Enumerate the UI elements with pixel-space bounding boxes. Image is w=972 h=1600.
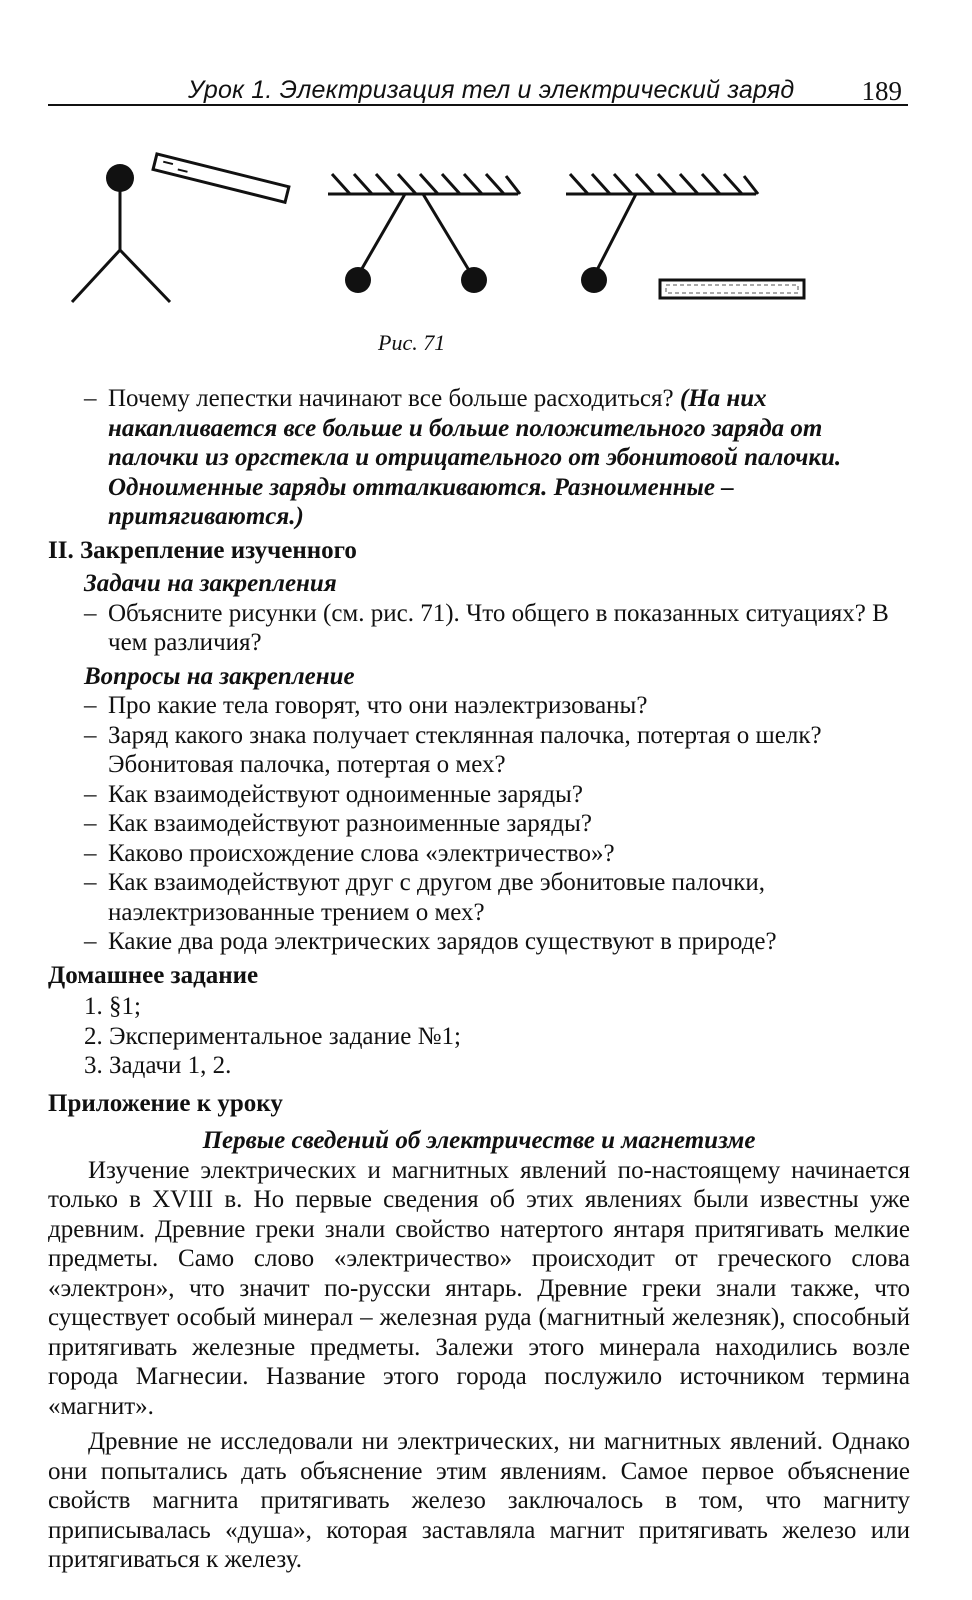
dash-bullet: –	[84, 928, 97, 955]
charged-rod-right	[660, 280, 804, 298]
charged-rod-left	[153, 154, 289, 202]
running-header	[48, 68, 908, 106]
figure-71	[48, 130, 908, 370]
question-item-text: Как взаимодействуют друг с другом две эбонитовые палочки, наэлектризованные трением о мех?	[108, 869, 765, 926]
question-item-text: Как взаимодействуют разноименные заряды?	[108, 810, 592, 837]
section-heading: II. Закрепление изученного	[48, 536, 357, 564]
dash-bullet: –	[84, 692, 97, 719]
task-item	[48, 599, 910, 658]
page-number: 189	[861, 76, 902, 106]
list-item	[48, 721, 910, 780]
dash-bullet: –	[84, 385, 97, 412]
task-text: Объясните рисунки (см. рис. 71). Что общего в показанных ситуациях? В чем различия?	[108, 599, 889, 656]
homework-heading: Домашнее задание	[48, 961, 259, 989]
question-item-text: Про какие тела говорят, что они наэлектризованы?	[108, 692, 648, 719]
dash-bullet: –	[84, 839, 97, 867]
homework-item: 1. §1;	[84, 993, 141, 1020]
appendix-heading: Приложение к уроку	[48, 1089, 283, 1117]
questions-heading: Вопросы на закрепление	[84, 662, 355, 690]
list-item	[48, 780, 910, 810]
dash-bullet: –	[84, 721, 97, 749]
electroscope-drawing	[72, 164, 170, 302]
dash-bullet: –	[84, 780, 97, 808]
list-item	[48, 839, 910, 869]
list-item	[48, 809, 910, 839]
list-item	[48, 927, 910, 957]
ball-right	[461, 267, 487, 293]
question-text: Почему лепестки начинают все больше расходиться?	[108, 385, 674, 412]
running-title: Урок 1. Электризация тел и электрический заряд	[188, 76, 795, 104]
dash-bullet: –	[84, 810, 97, 837]
list-item	[48, 691, 910, 721]
appendix-paragraph: Изучение электрических и магнитных явлений по-настоящему начинается только в XVIII в. Но первые сведения об этих явлениях были известны уже древним. Древние греки знали свойство натертого янтаря притягивать мелкие предметы. Само слово «электричество» происходит от греческого слова «электрон», что значит по-русски янтарь. Древние греки знали также, что существует особый минерал – железная руда (магнитный железняк), способный притягивать железные предметы. Залежи этого минерала находились возле города Магнесии. Название этого города послужило источником термина «магнит».	[48, 1156, 910, 1420]
dash-bullet: –	[84, 869, 97, 896]
homework-item: 3. Задачи 1, 2.	[84, 1052, 232, 1079]
ceiling-right	[566, 174, 758, 272]
dash-bullet: –	[84, 599, 97, 627]
question-item-text: Заряд какого знака получает стеклянная палочка, потертая о шелк? Эбонитовая палочка, потертая о мех?	[108, 721, 822, 778]
homework-item: 2. Экспериментальное задание №1;	[84, 1022, 461, 1050]
electroscope-illustration	[48, 130, 908, 370]
question-item-text: Какие два рода электрических зарядов существуют в природе?	[108, 928, 777, 955]
ball-attracted	[581, 267, 607, 293]
appendix-paragraph: Древние не исследовали ни электрических, ни магнитных явлений. Однако они попытались дать объяснение этим явлениям. Самое первое объяснение свойств магнита притягивать железо заключалось в том, что магниту приписывалась «душа», которая заставляла магнит притягивать железо или притягиваться к железу.	[48, 1428, 910, 1573]
figure-caption: Рис. 71	[378, 330, 446, 355]
question-answer: (На них накапливается все больше и больше положительного заряда от палочки из оргстекла и отрицательного от эбонитовой палочки. Одноименные заряды отталкиваются. Разноименные – притягиваются.)	[108, 385, 842, 530]
page-body	[48, 384, 910, 1575]
ceiling-middle	[328, 174, 520, 272]
appendix-subtitle: Первые сведений об электричестве и магнетизме	[202, 1127, 756, 1154]
list-item	[48, 868, 910, 927]
ball-left	[345, 267, 371, 293]
discussion-question	[48, 384, 910, 532]
tasks-heading: Задачи на закрепления	[84, 570, 337, 597]
question-item-text: Каково происхождение слова «электричество»?	[108, 839, 615, 867]
question-item-text: Как взаимодействуют одноименные заряды?	[108, 780, 583, 808]
